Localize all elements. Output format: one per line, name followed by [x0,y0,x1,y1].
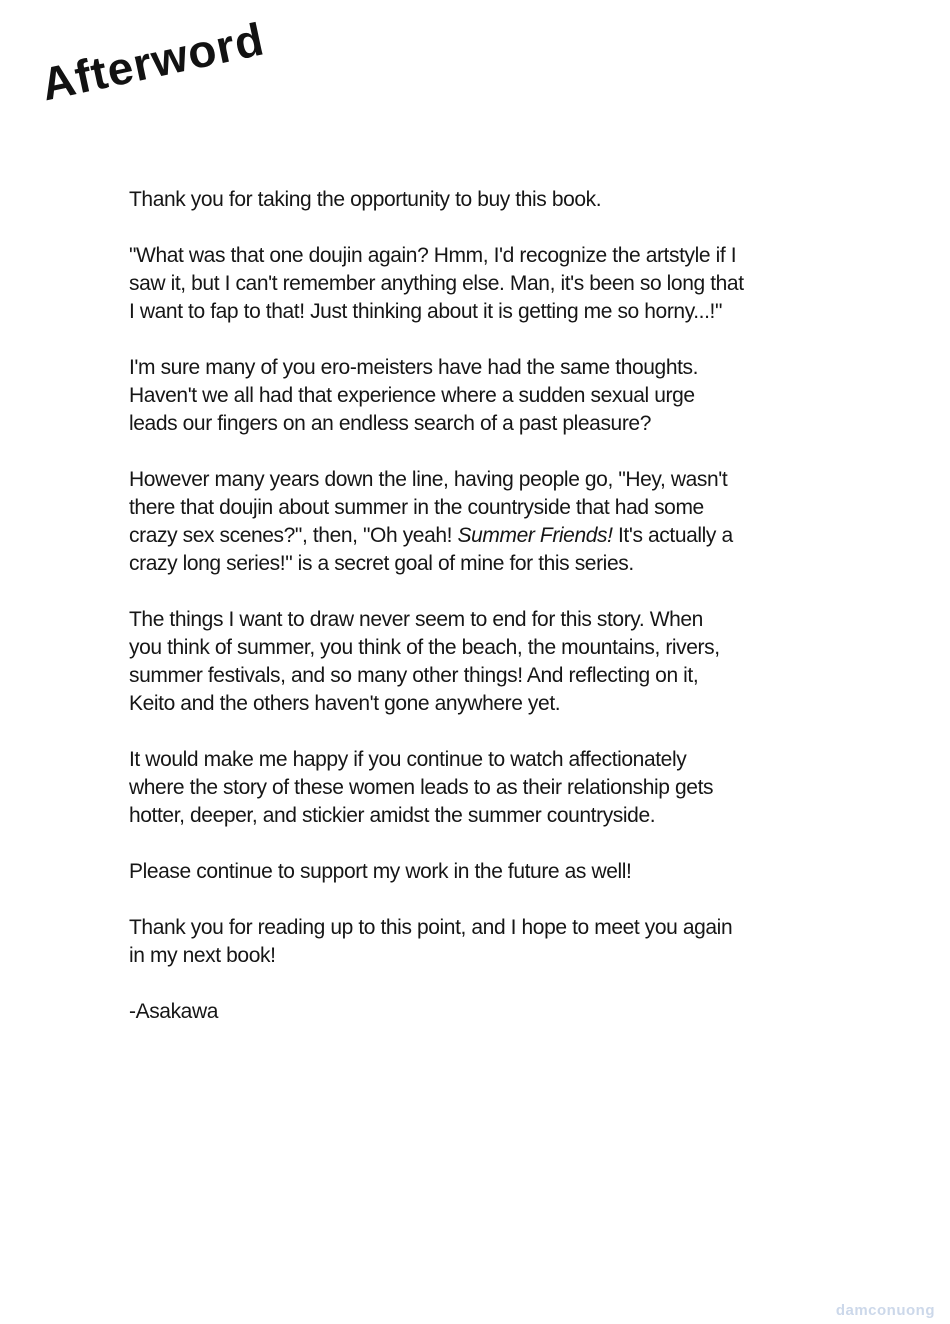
italic-text: Summer Friends! [457,524,613,547]
text-line [129,634,849,662]
text-line [129,550,849,578]
text-line [129,690,849,718]
text-line [129,606,849,634]
text-segment: leads our fingers on an endless search of a past pleasure? [129,412,651,435]
text-segment: hotter, deeper, and stickier amidst the summer countryside. [129,804,656,827]
paragraph [129,746,849,830]
text-segment: Thank you for reading up to this point, and I hope to meet you again [129,916,733,939]
text-segment: It's actually a [612,524,733,547]
text-line [129,858,849,886]
text-line [129,382,849,410]
paragraph [129,354,849,438]
text-segment: crazy long series!" is a secret goal of mine for this series. [129,552,634,575]
paragraph [129,242,849,326]
page-title: Afterword [36,12,269,111]
text-segment: crazy sex scenes?", then, "Oh yeah! [129,524,458,547]
text-line [129,466,849,494]
afterword-body [129,186,849,1054]
text-line [129,942,849,970]
text-line [129,522,849,550]
text-line [129,494,849,522]
text-segment: where the story of these women leads to as their relationship gets [129,776,714,799]
text-segment: It would make me happy if you continue to watch affectionately [129,748,687,771]
text-line [129,410,849,438]
text-segment: in my next book! [129,944,276,967]
text-segment: saw it, but I can't remember anything else. Man, it's been so long that [129,272,744,295]
text-segment: The things I want to draw never seem to end for this story. When [129,608,703,631]
text-line [129,354,849,382]
text-segment: Haven't we all had that experience where a sudden sexual urge [129,384,695,407]
paragraph [129,998,849,1026]
text-segment: Thank you for taking the opportunity to buy this book. [129,188,602,211]
watermark: damconuong [835,1302,935,1319]
text-line [129,662,849,690]
text-segment: However many years down the line, having people go, "Hey, wasn't [129,468,728,491]
text-segment: Please continue to support my work in the future as well! [129,860,632,883]
text-segment: I want to fap to that! Just thinking about it is getting me so horny...!" [129,300,723,323]
text-line [129,802,849,830]
text-line [129,746,849,774]
text-line [129,186,849,214]
text-line [129,774,849,802]
text-segment: "What was that one doujin again? Hmm, I'd recognize the artstyle if I [129,244,737,267]
paragraph [129,914,849,970]
text-segment: Keito and the others haven't gone anywhere yet. [129,692,561,715]
paragraph [129,858,849,886]
text-line [129,298,849,326]
text-line [129,242,849,270]
paragraph [129,466,849,578]
text-segment: I'm sure many of you ero-meisters have had the same thoughts. [129,356,699,379]
text-segment: you think of summer, you think of the beach, the mountains, rivers, [129,636,720,659]
text-line [129,998,849,1026]
text-segment: -Asakawa [129,1000,219,1023]
text-line [129,270,849,298]
paragraph [129,606,849,718]
text-segment: summer festivals, and so many other things! And reflecting on it, [129,664,699,687]
paragraph [129,186,849,214]
text-segment: there that doujin about summer in the countryside that had some [129,496,704,519]
text-line [129,914,849,942]
